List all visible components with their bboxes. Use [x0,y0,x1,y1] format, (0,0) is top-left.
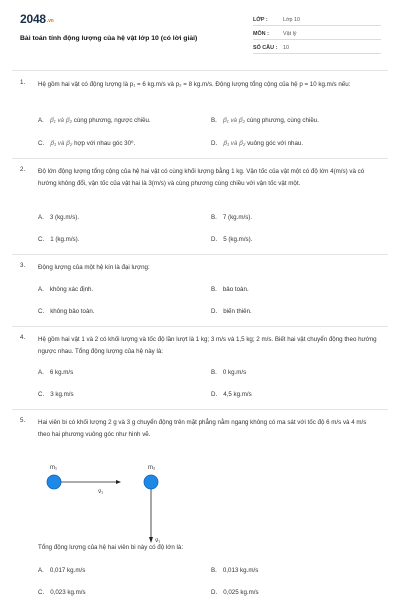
ball-m2 [144,475,158,489]
option-d[interactable]: D. 4,5 kg.m/s [211,391,252,398]
option-b[interactable]: B. 7 (kg.m/s). [211,214,253,221]
option-a[interactable]: A. 6 kg.m/s [38,369,74,376]
option-d[interactable]: D. p⃗₁ và p⃗₂ vuông góc với nhau. [211,140,304,147]
document-title: Bài toán tính động lượng của hệ vật lớp 10 (có lời giải) [20,35,198,42]
meta-count-value: 10 [283,45,289,51]
option-a[interactable]: A. p⃗₁ và p⃗₂ cùng phương, ngược chiều. [38,117,151,124]
option-a[interactable]: A. không xác định. [38,286,94,293]
question-number: 1. [20,79,26,86]
site-logo[interactable] [20,12,54,26]
ball-m1 [47,475,61,489]
logo-text: 2048 [20,12,46,26]
option-d[interactable]: D. 0,025 kg.m/s [211,589,259,596]
option-d[interactable]: D. biến thiên. [211,308,252,315]
question-5 [20,417,382,600]
meta-subject-label: MÔN : [253,31,269,37]
question-number: 4. [20,334,26,341]
meta-count-label: SỐ CÂU : [253,45,278,51]
option-c[interactable]: C. 0,023 kg.m/s [38,589,86,596]
option-b[interactable]: B. 0 kg.m/s [211,369,247,376]
meta-subject-value: Vật lý [283,31,297,37]
m2-label: m₂ [148,465,156,471]
question-divider [12,409,388,410]
option-c[interactable]: C. không bảo toàn. [38,308,95,315]
arrowhead-icon [116,480,121,484]
question-number: 5. [20,417,26,424]
document-header [0,0,400,62]
option-d[interactable]: D. 5 (kg.m/s). [211,236,253,243]
m1-label: m₁ [50,465,58,471]
option-c[interactable]: C. p⃗₁ và p⃗₂ hợp với nhau góc 30⁰. [38,140,136,147]
option-b[interactable]: B. p⃗₁ và p⃗₂ cùng phương, cùng chiều. [211,117,319,124]
question-divider [12,326,388,327]
option-c[interactable]: C. 1 (kg.m/s). [38,236,80,243]
question-text: Hai viên bi có khối lượng 2 g và 3 g chuyển động trên mặt phẳng nằm ngang không có ma sát với tốc độ 6 m/s và 4 m/s theo hai phương vuông góc như hình vẽ. [38,419,367,438]
v1-label: v⃗₁ [98,489,104,495]
question-prompt: Tổng động lượng của hệ hai viên bi này có độ lớn là: [38,544,184,551]
option-c[interactable]: C. 3 kg.m/s [38,391,74,398]
question-text: Động lượng của một hệ kín là đại lượng: [38,264,150,271]
question-text: Hệ gồm hai vật có động lượng là p₁ = 6 kg.m/s và p₂ = 8 kg.m/s. Động lượng tổng cộng của hệ p = 10 kg.m/s nếu: [38,81,351,88]
option-a[interactable]: A. 3 (kg.m/s). [38,214,80,221]
question-divider [12,254,388,255]
meta-count-row [253,41,381,54]
question-number: 2. [20,166,26,173]
meta-grade-row [253,13,381,26]
meta-subject-row [253,27,381,40]
question-text: Hệ gồm hai vật 1 và 2 có khối lượng và tốc độ lần lượt là 1 kg; 3 m/s và 1,5 kg; 2 m/s. Biết hai vật chuyển động theo hướng ngược nhau. Tổng động lượng của hệ này là: [38,336,377,355]
option-a[interactable]: A. 0,017 kg.m/s [38,567,86,574]
question-text: Độ lớn động lượng tổng cộng của hệ hai vật có cùng khối lượng bằng 1 kg. Vận tốc của vật một có độ lớn 4(m/s) và có hướng không đổi, vận tốc của vật hai là 3(m/s) và cùng phương cùng chiều với vận tốc vật một. [38,168,365,187]
motion-diagram [20,457,220,557]
meta-grade-label: LỚP : [253,17,268,23]
question-divider [12,158,388,159]
meta-grade-value: Lớp 10 [283,17,301,23]
option-b[interactable]: B. bảo toàn. [211,286,249,293]
question-number: 3. [20,262,26,269]
v2-label: v⃗₁ [155,538,161,544]
logo-suffix: .vn [46,18,54,24]
arrowhead-icon [149,537,153,543]
header-divider [12,70,388,71]
option-b[interactable]: B. 0,013 kg.m/s [211,567,259,574]
